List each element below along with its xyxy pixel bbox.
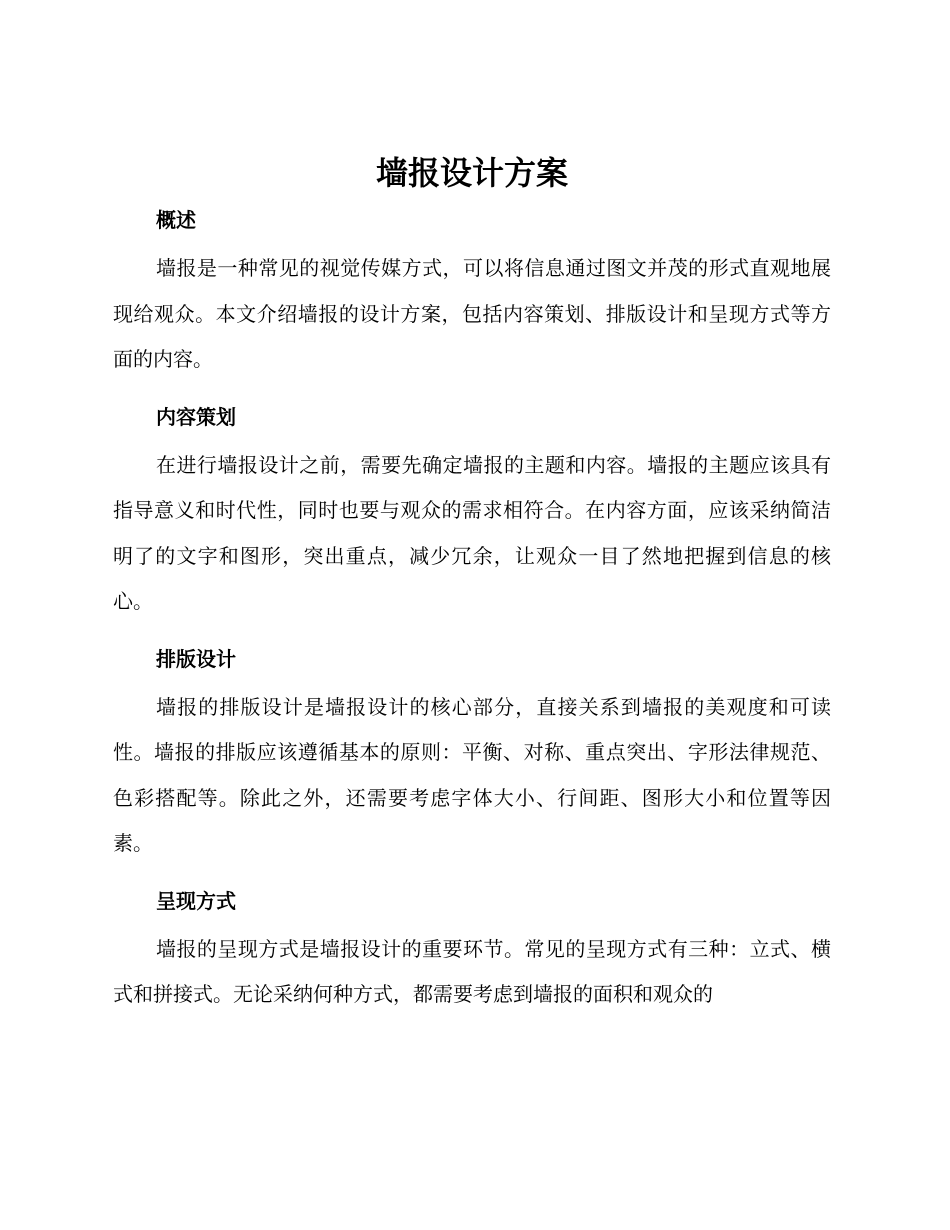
- section-paragraph: 在进行墙报设计之前，需要先确定墙报的主题和内容。墙报的主题应该具有指导意义和时代性，同时也要与观众的需求相符合。在内容方面，应该采纳简洁明了的文字和图形，突出重点，减少冗余，让观众一目了然地把握到信息的核心。: [113, 452, 831, 613]
- section-heading: 排版设计: [156, 646, 236, 671]
- section-overview: [113, 206, 831, 383]
- section-paragraph: 墙报的排版设计是墙报设计的核心部分，直接关系到墙报的美观度和可读性。墙报的排版应该遵循基本的原则：平衡、对称、重点突出、字形法律规范、色彩搭配等。除此之外，还需要考虑字体大小、行间距、图形大小和位置等因素。: [113, 694, 831, 855]
- section-heading: 概述: [156, 208, 196, 232]
- section-presentation: [113, 887, 831, 1018]
- document-body: [113, 150, 831, 1018]
- section-heading: 内容策划: [156, 404, 236, 429]
- section-paragraph: 墙报的呈现方式是墙报设计的重要环节。常见的呈现方式有三种：立式、横式和拼接式。无论采纳何种方式，都需要考虑到墙报的面积和观众的: [113, 936, 831, 1006]
- section-heading: 呈现方式: [156, 888, 236, 913]
- section-paragraph: 墙报是一种常见的视觉传媒方式，可以将信息通过图文并茂的形式直观地展现给观众。本文介绍墙报的设计方案，包括内容策划、排版设计和呈现方式等方面的内容。: [113, 256, 831, 371]
- section-layout-design: [113, 645, 831, 867]
- document-title: 墙报设计方案: [375, 154, 568, 192]
- section-content-planning: [113, 403, 831, 625]
